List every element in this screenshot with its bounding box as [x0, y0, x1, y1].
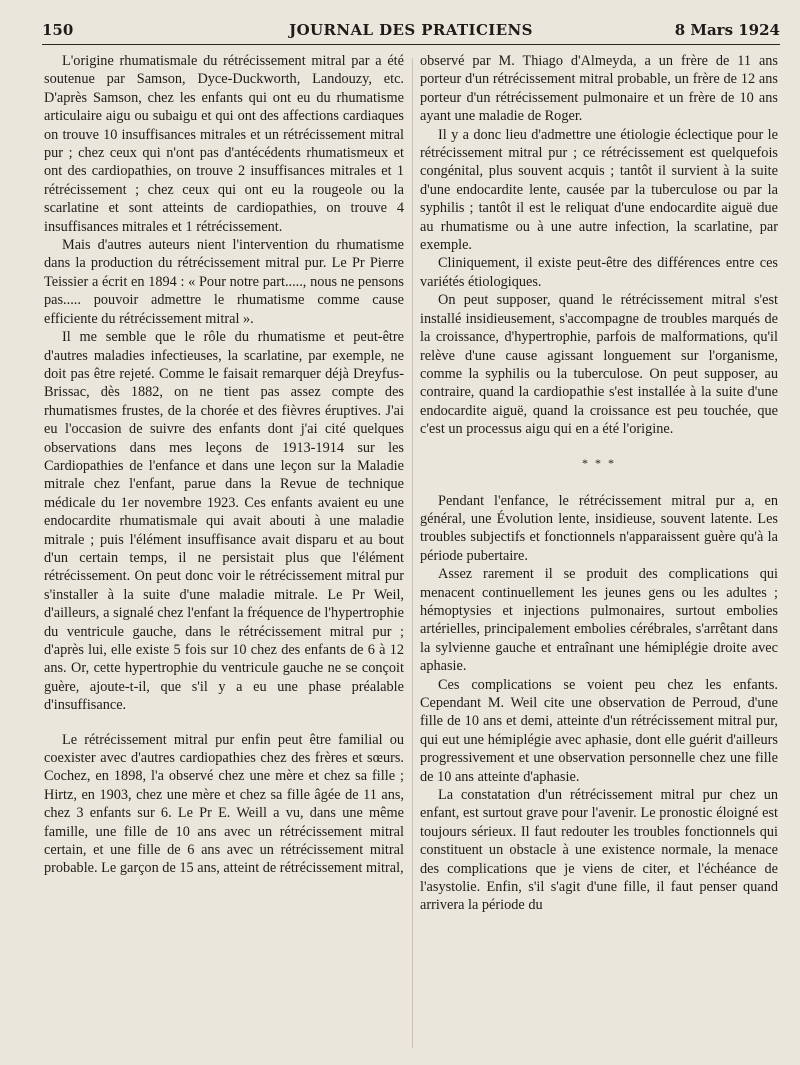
paragraph: On peut supposer, quand le rétrécissement mitral s'est installé insidieusement, s'accompagne de troubles marqués de la croissance, d'hypertrophie, parfois de malformations, qu'il relève d'une cause agissant longuement sur l'organisme, comme la syphilis ou la tuberculose. On peut supposer, au contraire, quand la cardiopathie s'est installée à la suite d'une endocardite aiguë, quand la croissance est peu touchée, que c'est un processus aigu qui en a été l'origine. [420, 292, 778, 438]
column-divider [412, 58, 413, 1048]
running-header [42, 18, 780, 45]
journal-title: JOURNAL DES PRATICIENS [289, 21, 533, 39]
right-column [420, 52, 778, 915]
paragraph: Le rétrécissement mitral pur enfin peut être familial ou coexister avec d'autres cardiopathies chez des frères et sœurs. Cochez, en 1898, l'a observé chez une mère et chez sa fille ; Hirtz, en 1903, chez une mère et chez sa fille âgée de 11 ans, chez 3 enfants sur 6. Le Pr E. Weill a vu, dans une même famille, une fille de 10 ans avec un rétrécissement mitral certain, et une fille de 6 ans avec un rétrécissement mitral probable. Le garçon de 15 ans, atteint de rétrécissement mitral, [44, 731, 404, 877]
paragraph: observé par M. Thiago d'Almeyda, a un frère de 11 ans porteur d'un rétrécissement mitral probable, un frère de 12 ans porteur d'un rétrécissement pulmonaire et un frère de 10 ans ayant une maladie de Roger. [420, 53, 778, 125]
paragraph: Assez rarement il se produit des complications qui menacent continuellement les jeunes gens ou les adultes ; hémoptysies et injections pulmonaires, surtout embolies artérielles, principalement embolies cérébrales, s'arrêtant dans la sylvienne gauche et entraînant une hémiplégie droite avec aphasie. [420, 566, 778, 675]
paragraph: Il me semble que le rôle du rhumatisme et peut-être d'autres maladies infectieuses, la scarlatine, par exemple, ne doit pas être rejeté. Comme le faisait remarquer déjà Dreyfus-Brissac, dès 1882, on ne tient pas assez compte des rhumatismes frustes, de la chorée et des fièvres éruptives. J'ai eu l'occasion de suivre des enfants dont j'ai cité quelques observations dans mes leçons de 1913-1914 sur les Cardiopathies de l'enfance et dans une leçon sur la Maladie mitrale chez l'enfant, parue dans la Revue de technique médicale du 1er novembre 1923. Ces enfants avaient eu une endocardite rhumatismale qui avait abouti à une maladie mitrale ; puis l'élément insuffisance avait disparu et au bout d'un certain temps, il ne persistait plus que l'élément rétrécissement. On peut donc voir le rétrécissement mitral pur s'installer à la suite d'une maladie mitrale. Le Pr Weil, d'ailleurs, a signalé chez l'enfant la fréquence de l'hypertrophie du ventricule gauche, dans le rétrécissement mitral pur ; d'après lui, elle existe 5 fois sur 10 chez des enfants de 6 à 12 ans. Or, cette hypertrophie du ventricule gauche ne se conçoit guère, ajoute-t-il, que s'il y a eu une phase préalable d'insuffisance. [44, 329, 404, 714]
paragraph: Ces complications se voient peu chez les enfants. Cependant M. Weil cite une observation de Perroud, d'une fille de 10 ans et demi, atteinte d'un rétrécissement mitral pur, qui eut une hémiplégie avec aphasie, dont elle guérit d'ailleurs progressivement et une observation personnelle chez une fille de 10 ans atteinte d'aphasie. [420, 676, 778, 785]
paragraph: L'origine rhumatismale du rétrécissement mitral par a été soutenue par Samson, Dyce-Duckworth, Landouzy, etc. D'après Samson, chez les enfants qui ont eu du rhumatisme articulaire aigu ou subaigu et qui ont des affections cardiaques on trouve 10 insuffisances mitrales et un rétrécissement mitral pur ; chez ceux qui n'ont pas d'antécédents rhumatismeux et ont des cardiopathies, on trouve 2 insuffisances mitrales et 1 rétrécissement ; chez ceux qui ont eu la rougeole ou la scarlatine et sont atteints de cardiopathies, on trouve 4 insuffisances mitrales et 1 rétrécissement. [44, 53, 404, 235]
section-break-asterism: * * * [582, 455, 616, 470]
paragraph: Il y a donc lieu d'admettre une étiologie éclectique pour le rétrécissement mitral pur ; ce rétrécissement est quelquefois congénital, plus souvent acquis ; tantôt il survient à la suite d'une endocardite lente, causée par la tuberculose ou par la syphilis ; tantôt il est le reliquat d'une endocardite aiguë due au rhumatisme ou à une autre infection, la scarlatine, par exemple. [420, 126, 778, 254]
page-number: 150 [42, 21, 74, 39]
left-column [44, 52, 404, 878]
paragraph: Cliniquement, il existe peut-être des différences entre ces variétés étiologiques. [420, 255, 778, 290]
paragraph: La constatation d'un rétrécissement mitral pur chez un enfant, est surtout grave pour l'avenir. Le pronostic éloigné est toujours sérieux. Il faut redouter les troubles fonctionnels qui constituent un obstacle à une existence normale, la menace des complications que je viens de citer, et l'échéance de l'asystolie. Enfin, s'il s'agit d'une fille, il faut penser quand arrivera la période du [420, 787, 778, 914]
issue-date: 8 Mars 1924 [674, 21, 780, 39]
paragraph: Pendant l'enfance, le rétrécissement mitral pur a, en général, une Évolution lente, insidieuse, souvent latente. Les troubles subjectifs et fonctionnels n'apparaissent guère qu'à la période pubertaire. [420, 492, 778, 564]
paragraph: Mais d'autres auteurs nient l'intervention du rhumatisme dans la production du rétrécissement mitral pur. Le Pr Pierre Teissier a écrit en 1894 : « Pour notre part....., nous ne pensons pas..... pouvoir admettre le rhumatisme comme cause efficiente du rétrécissement mitral ». [44, 237, 404, 327]
